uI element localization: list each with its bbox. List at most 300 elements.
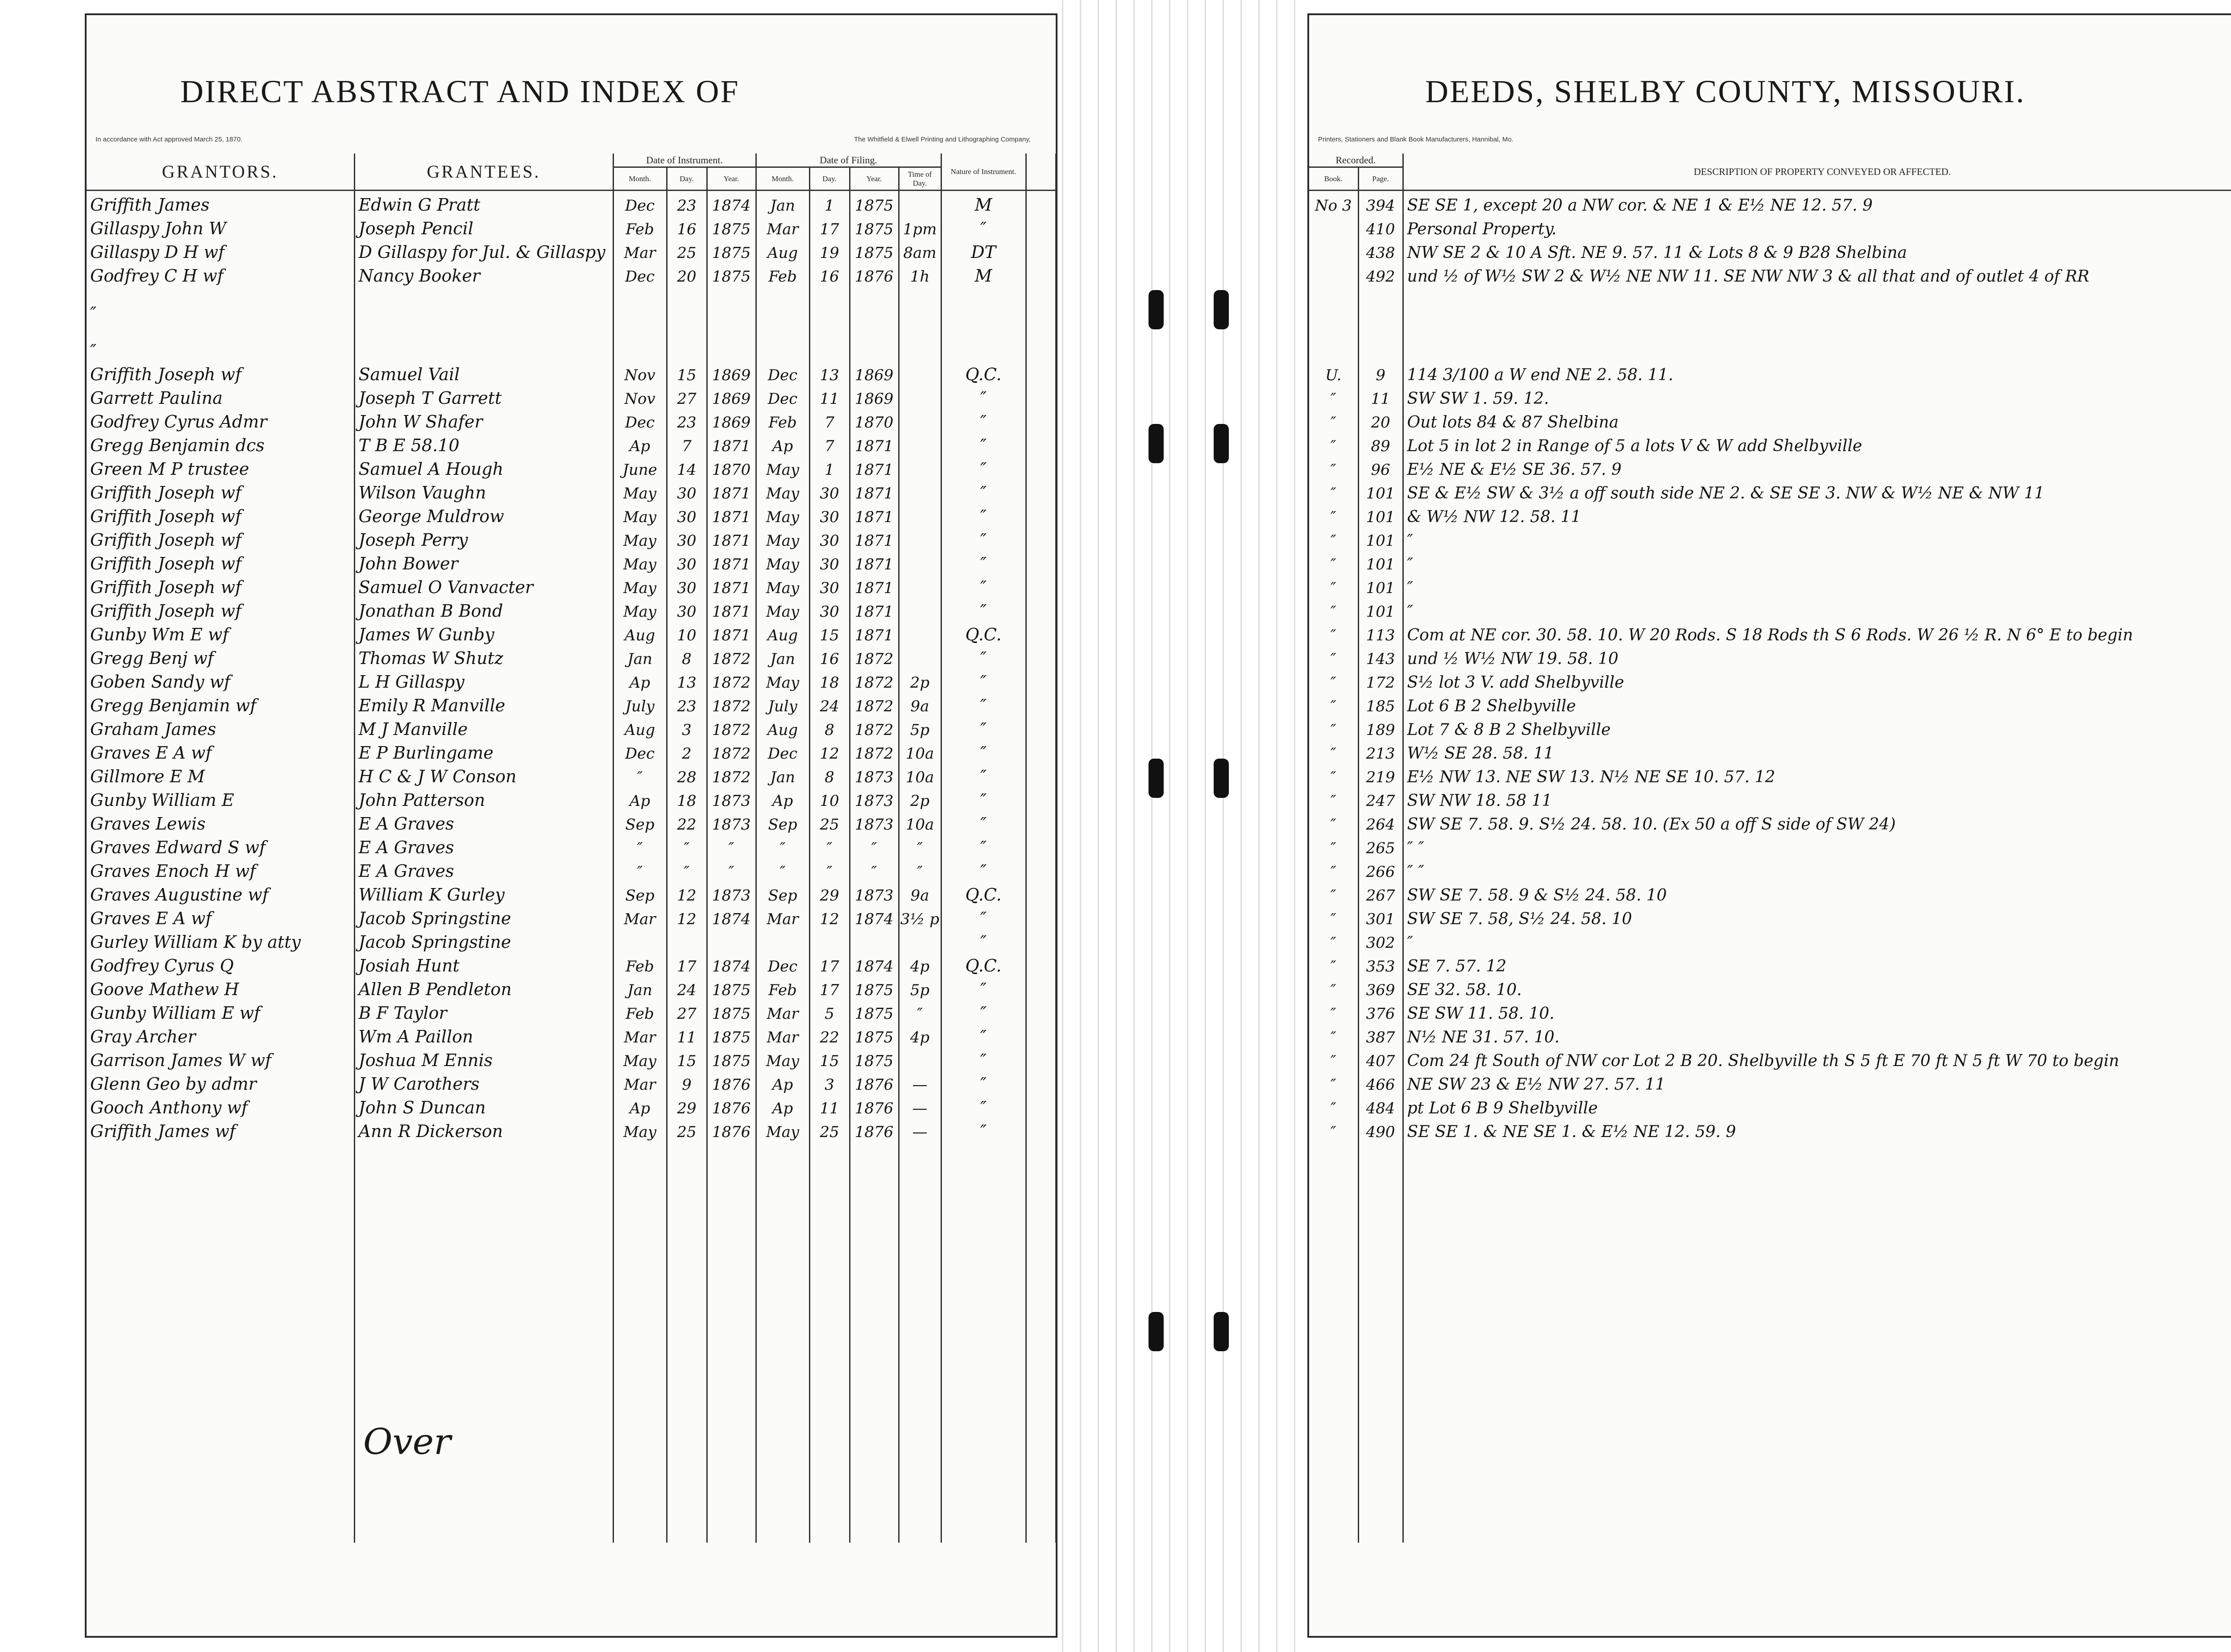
page-cell: 113 [1358,621,1403,644]
page-cell: 410 [1358,215,1403,238]
book-cell: ″ [1309,834,1358,857]
filing-day-cell: 10 [809,786,850,810]
instrument-month-cell: Ap [613,432,667,455]
grantor-cell: Griffith Joseph wf [87,502,354,526]
description-cell: SE SE 1, except 20 a NW cor. & NE 1 & E½ NE 12. 57. 9 [1403,191,2231,215]
instrument-year-cell: 1873 [707,810,756,834]
filing-month-cell: May [756,550,809,573]
book-cell: ″ [1309,644,1358,668]
nature-of-instrument-header: Nature of Instrument. [941,154,1026,191]
filing-day-cell: 7 [809,408,850,432]
grantee-cell [354,323,613,361]
page-cell: 266 [1358,857,1403,881]
blank-cell [1026,502,1056,526]
book-cell: ″ [1309,384,1358,408]
instrument-month-cell: June [613,455,667,479]
table-row [87,644,1056,668]
nature-cell: ″ [941,975,1026,999]
filing-day-cell: 16 [809,644,850,668]
filing-month-cell [756,323,809,361]
book-cell: U. [1309,361,1358,384]
blank-cell [1026,1117,1056,1141]
blank-cell [1026,975,1056,999]
right-ledger-page [1307,13,2231,1638]
instrument-year-cell: 1871 [707,502,756,526]
table-row [87,905,1056,928]
book-cell: No 3 [1309,191,1358,215]
filing-time-cell [899,644,941,668]
nature-cell: ″ [941,857,1026,881]
grantor-cell: Gooch Anthony wf [87,1094,354,1117]
nature-cell [941,1141,1026,1543]
table-row [87,928,1056,952]
binding-hole [1149,1312,1164,1351]
filing-year-cell [850,323,899,361]
page-cell: 11 [1358,384,1403,408]
blank-cell [1026,621,1056,644]
filing-day-cell: 30 [809,550,850,573]
instrument-day-cell: 14 [667,455,707,479]
description-cell: ″ [1403,573,2231,597]
page-cell: 301 [1358,905,1403,928]
instrument-year-cell: 1872 [707,644,756,668]
recorded-header: Recorded. [1309,154,1403,167]
instrument-day-cell: 11 [667,1023,707,1046]
nature-cell: ″ [941,573,1026,597]
binding-hole [1149,424,1164,463]
grantor-cell: Gray Archer [87,1023,354,1046]
nature-cell: M [941,262,1026,286]
instrument-month-cell: May [613,573,667,597]
page-cell: 264 [1358,810,1403,834]
filing-year-cell: 1872 [850,692,899,715]
blank-cell [1026,384,1056,408]
book-cell: ″ [1309,999,1358,1023]
table-row [87,455,1056,479]
instrument-year-cell: 1873 [707,786,756,810]
blank-cell [1026,928,1056,952]
grantee-cell: Samuel A Hough [354,455,613,479]
filing-month-cell: May [756,1117,809,1141]
instrument-day-cell: 12 [667,881,707,905]
table-row [87,763,1056,786]
blank-cell [1026,1046,1056,1070]
page-cell: 438 [1358,238,1403,262]
filing-month-cell: Mar [756,999,809,1023]
filing-year-cell: 1875 [850,191,899,215]
nature-cell: ″ [941,928,1026,952]
filing-time-cell [899,384,941,408]
filing-day-cell: 24 [809,692,850,715]
filing-month-cell: Jan [756,763,809,786]
table-row [1309,1141,2231,1543]
nature-cell: ″ [941,1117,1026,1141]
nature-cell: ″ [941,739,1026,763]
table-row [87,857,1056,881]
instrument-month-cell: May [613,479,667,502]
description-cell: Lot 5 in lot 2 in Range of 5 a lots V & W add Shelbyville [1403,432,2231,455]
filing-time-cell: 10a [899,739,941,763]
table-row [87,215,1056,238]
table-row [1309,1117,2231,1141]
filing-year-cell: ″ [850,857,899,881]
instrument-day-cell: 25 [667,1117,707,1141]
book-cell [1309,323,1358,361]
grantor-cell: Gillmore E M [87,763,354,786]
blank-cell [1026,550,1056,573]
filing-day-cell: 30 [809,597,850,621]
instrument-day-cell: 15 [667,361,707,384]
instrument-month-cell: May [613,502,667,526]
instrument-day-cell: 30 [667,526,707,550]
filing-month-cell: May [756,1046,809,1070]
grantor-cell: Graves Enoch H wf [87,857,354,881]
instrument-day-cell: 30 [667,502,707,526]
instrument-month-cell [613,1141,667,1543]
instrument-month-cell: Jan [613,975,667,999]
blank-cell [1026,905,1056,928]
filing-year-cell: 1871 [850,432,899,455]
instrument-month-cell: Nov [613,384,667,408]
grantor-cell: Gregg Benjamin dcs [87,432,354,455]
grantee-cell [354,286,613,323]
binding-hole [1149,290,1164,329]
description-cell [1403,286,2231,323]
filing-day-cell: 17 [809,215,850,238]
filing-time-cell: 3½ p [899,905,941,928]
instrument-day-header: Day. [667,167,707,191]
page-cell: 387 [1358,1023,1403,1046]
book-cell: ″ [1309,715,1358,739]
grantee-cell: Nancy Booker [354,262,613,286]
page-cell: 185 [1358,692,1403,715]
book-cell: ″ [1309,1117,1358,1141]
instrument-year-cell: 1869 [707,408,756,432]
filing-day-cell: 1 [809,191,850,215]
page-cell: 265 [1358,834,1403,857]
table-row [1309,432,2231,455]
instrument-year-cell: 1872 [707,763,756,786]
grantee-cell: Joseph Pencil [354,215,613,238]
instrument-year-cell: ″ [707,857,756,881]
grantor-cell: Graham James [87,715,354,739]
blank-cell [1026,479,1056,502]
instrument-month-cell: Mar [613,905,667,928]
filing-day-cell: 11 [809,1094,850,1117]
binding-hole [1214,759,1229,798]
instrument-year-cell: 1875 [707,238,756,262]
filing-day-cell: 16 [809,262,850,286]
instrument-day-cell: 22 [667,810,707,834]
grantee-cell [354,1141,613,1543]
act-note: In accordance with Act approved March 25, 1870. [95,136,243,143]
instrument-day-cell [667,928,707,952]
filing-month-cell: Feb [756,262,809,286]
grantee-cell: James W Gunby [354,621,613,644]
blank-cell [1026,1023,1056,1046]
nature-cell: ″ [941,1046,1026,1070]
filing-time-cell [899,455,941,479]
filing-month-cell: Aug [756,715,809,739]
book-cell [1309,262,1358,286]
table-row [1309,928,2231,952]
filing-month-cell: Ap [756,432,809,455]
blank-cell [1026,262,1056,286]
grantee-cell: John Bower [354,550,613,573]
instrument-day-cell [667,286,707,323]
stationer-note: Printers, Stationers and Blank Book Manufacturers, Hannibal, Mo. [1318,136,1514,143]
filing-day-cell: 18 [809,668,850,692]
grantee-cell: H C & J W Conson [354,763,613,786]
blank-cell [1026,999,1056,1023]
filing-time-cell: 4p [899,952,941,975]
instrument-day-cell: ″ [667,857,707,881]
page-cell: 101 [1358,550,1403,573]
instrument-month-cell: May [613,1046,667,1070]
blank-cell [1026,763,1056,786]
instrument-day-cell [667,1141,707,1543]
instrument-day-cell: 17 [667,952,707,975]
table-row [1309,597,2231,621]
instrument-day-cell: 10 [667,621,707,644]
instrument-month-cell: Dec [613,739,667,763]
table-row [87,952,1056,975]
filing-time-cell [899,928,941,952]
instrument-day-cell: 30 [667,550,707,573]
instrument-month-cell: Dec [613,191,667,215]
blank-cell [1026,692,1056,715]
table-row [87,668,1056,692]
description-cell: NW SE 2 & 10 A Sft. NE 9. 57. 11 & Lots 8 & 9 B28 Shelbina [1403,238,2231,262]
instrument-day-cell: 20 [667,262,707,286]
filing-day-cell: 7 [809,432,850,455]
table-row [1309,526,2231,550]
description-cell: SW NW 18. 58 11 [1403,786,2231,810]
grantor-cell: Gurley William K by atty [87,928,354,952]
table-row [87,573,1056,597]
printer-note: The Whitfield & Elwell Printing and Lithographing Company, [854,136,1031,143]
grantor-cell: Gunby William E wf [87,999,354,1023]
nature-cell: ″ [941,597,1026,621]
table-row [87,323,1056,361]
description-cell: ″ [1403,928,2231,952]
instrument-month-header: Month. [613,167,667,191]
description-cell: & W½ NW 12. 58. 11 [1403,502,2231,526]
filing-month-cell: Mar [756,215,809,238]
instrument-month-cell: Ap [613,1094,667,1117]
grantor-cell: ″ [87,286,354,323]
nature-cell: DT [941,238,1026,262]
page-cell: 101 [1358,597,1403,621]
grantee-cell: John W Shafer [354,408,613,432]
nature-cell: ″ [941,763,1026,786]
instrument-year-cell [707,286,756,323]
filing-month-cell: Aug [756,238,809,262]
filing-month-cell: Dec [756,739,809,763]
filing-month-cell: Mar [756,905,809,928]
blank-cell [1026,834,1056,857]
instrument-day-cell: 12 [667,905,707,928]
filing-day-cell: 15 [809,1046,850,1070]
filing-day-cell: 1 [809,455,850,479]
over-note: Over [363,1421,451,1462]
binding-hole [1214,290,1229,329]
table-row [87,361,1056,384]
filing-year-cell: 1876 [850,262,899,286]
table-row [87,1141,1056,1543]
grantee-cell: Joshua M Ennis [354,1046,613,1070]
description-cell: Out lots 84 & 87 Shelbina [1403,408,2231,432]
table-row [87,479,1056,502]
description-cell: SE & E½ SW & 3½ a off south side NE 2. & SE SE 3. NW & W½ NE & NW 11 [1403,479,2231,502]
filing-year-cell: 1871 [850,502,899,526]
filing-time-cell: 9a [899,881,941,905]
book-cell: ″ [1309,573,1358,597]
book-cell: ″ [1309,739,1358,763]
filing-year-cell: 1873 [850,763,899,786]
filing-year-cell: 1871 [850,526,899,550]
instrument-year-cell: 1871 [707,432,756,455]
page-cell [1358,1141,1403,1543]
filing-time-cell [899,621,941,644]
page-cell: 484 [1358,1094,1403,1117]
instrument-year-cell [707,928,756,952]
description-cell: ″ [1403,550,2231,573]
instrument-month-cell: Sep [613,881,667,905]
filing-year-cell: 1872 [850,644,899,668]
filing-month-cell [756,928,809,952]
page-cell: 376 [1358,999,1403,1023]
grantor-cell: Griffith Joseph wf [87,479,354,502]
page-cell: 189 [1358,715,1403,739]
grantor-grantee-table [87,154,1057,1543]
book-cell: ″ [1309,1094,1358,1117]
grantor-cell: Godfrey Cyrus Admr [87,408,354,432]
filing-time-cell: 8am [899,238,941,262]
grantee-cell: E A Graves [354,810,613,834]
description-cell: Personal Property. [1403,215,2231,238]
instrument-year-cell: 1876 [707,1070,756,1094]
binding-gutter [1062,0,1303,1652]
grantee-cell: E A Graves [354,857,613,881]
table-row [87,1070,1056,1094]
table-row [1309,502,2231,526]
filing-time-cell: — [899,1117,941,1141]
instrument-year-cell: 1875 [707,975,756,999]
grantee-cell: T B E 58.10 [354,432,613,455]
instrument-day-cell: 30 [667,479,707,502]
table-row [1309,905,2231,928]
table-row [1309,857,2231,881]
nature-cell: M [941,191,1026,215]
grantee-cell: Wilson Vaughn [354,479,613,502]
filing-month-cell: July [756,692,809,715]
grantor-cell: ″ [87,323,354,361]
grantor-cell: Gregg Benjamin wf [87,692,354,715]
filing-year-cell: 1876 [850,1070,899,1094]
filing-day-cell: 17 [809,975,850,999]
description-cell: ″ ″ [1403,834,2231,857]
page-cell: 101 [1358,502,1403,526]
book-cell: ″ [1309,905,1358,928]
table-row [1309,573,2231,597]
instrument-year-cell: 1871 [707,550,756,573]
table-row [1309,1094,2231,1117]
table-row [87,238,1056,262]
filing-month-cell: Feb [756,408,809,432]
filing-time-cell: 1pm [899,215,941,238]
book-cell: ″ [1309,526,1358,550]
left-page-title: DIRECT ABSTRACT AND INDEX OF [180,74,740,109]
nature-cell: ″ [941,1023,1026,1046]
filing-day-cell [809,1141,850,1543]
instrument-day-cell: 7 [667,432,707,455]
table-row [1309,1023,2231,1046]
filing-month-cell: Dec [756,952,809,975]
filing-day-cell: 30 [809,502,850,526]
blank-cell [1026,238,1056,262]
table-row [87,408,1056,432]
description-cell: 114 3/100 a W end NE 2. 58. 11. [1403,361,2231,384]
instrument-year-cell: ″ [707,834,756,857]
table-row [87,286,1056,323]
nature-cell: ″ [941,715,1026,739]
blank-cell [1026,810,1056,834]
instrument-day-cell: 30 [667,597,707,621]
description-cell: N½ NE 31. 57. 10. [1403,1023,2231,1046]
book-header: Book. [1309,167,1358,191]
instrument-year-cell: 1876 [707,1094,756,1117]
grantee-cell: Jacob Springstine [354,928,613,952]
description-cell: E½ NW 13. NE SW 13. N½ NE SE 10. 57. 12 [1403,763,2231,786]
left-ledger-page [85,13,1057,1638]
instrument-month-cell: Dec [613,262,667,286]
table-row [1309,191,2231,215]
filing-time-cell [899,1141,941,1543]
filing-month-cell: Mar [756,1023,809,1046]
filing-time-cell [899,361,941,384]
filing-time-cell: 2p [899,786,941,810]
instrument-year-cell: 1872 [707,739,756,763]
filing-day-cell: 11 [809,384,850,408]
filing-year-cell: 1874 [850,952,899,975]
filing-month-cell: Jan [756,644,809,668]
filing-time-cell: 1h [899,262,941,286]
table-row [87,1023,1056,1046]
page-cell [1358,286,1403,323]
filing-time-cell [899,550,941,573]
grantee-cell: M J Manville [354,715,613,739]
grantee-cell: Josiah Hunt [354,952,613,975]
book-cell: ″ [1309,857,1358,881]
filing-day-cell [809,286,850,323]
instrument-year-cell: 1874 [707,905,756,928]
table-row [87,881,1056,905]
description-cell: NE SW 23 & E½ NW 27. 57. 11 [1403,1070,2231,1094]
instrument-year-cell: 1875 [707,215,756,238]
grantee-cell: L H Gillaspy [354,668,613,692]
grantee-cell: Joseph Perry [354,526,613,550]
blank-cell [1026,361,1056,384]
table-row [1309,384,2231,408]
filing-month-cell: Jan [756,191,809,215]
blank-cell [1026,323,1056,361]
blank-cell [1026,1070,1056,1094]
grantor-cell: Graves Lewis [87,810,354,834]
nature-cell: ″ [941,432,1026,455]
nature-cell: ″ [941,215,1026,238]
filing-time-cell [899,191,941,215]
